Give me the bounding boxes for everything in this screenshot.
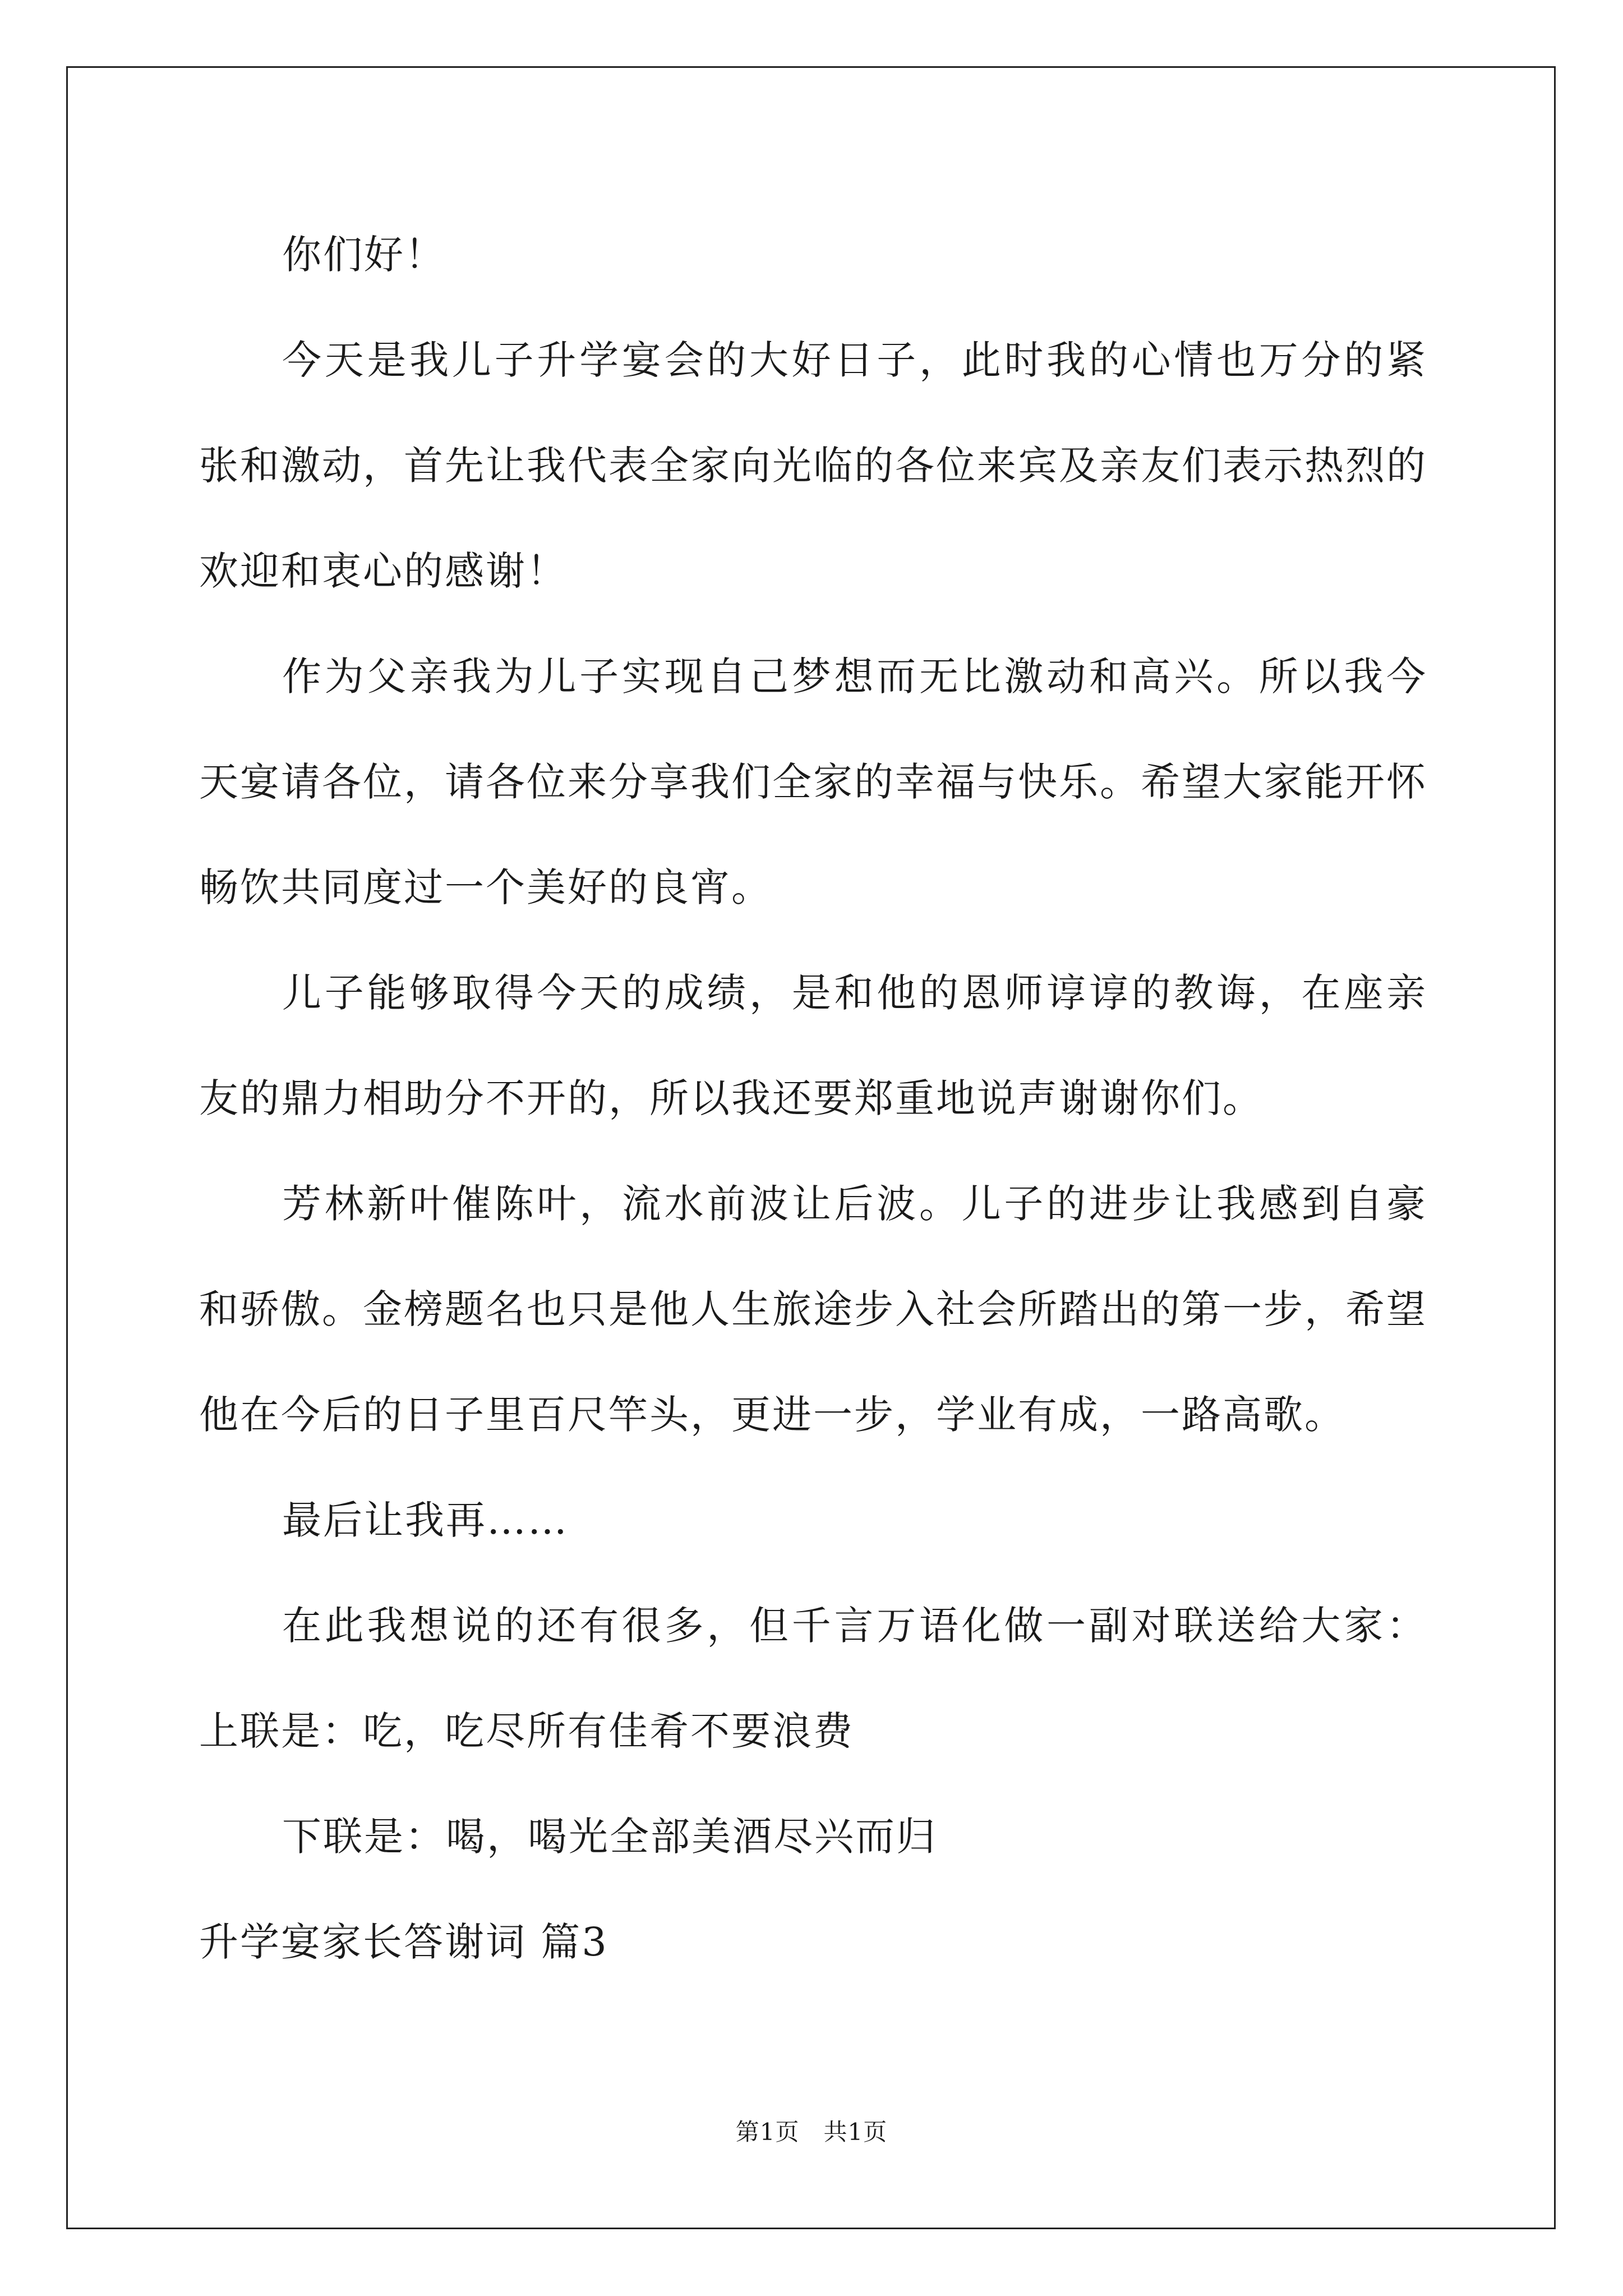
page-footer: 第1页 共1页 [735, 2118, 888, 2146]
paragraph-couplet-lower: 下联是：喝，喝光全部美酒尽兴而归 [282, 1814, 937, 1860]
paragraph-thanks: 儿子能够取得今天的成绩，是和他的恩师谆谆的教诲，在座亲友的鼎力相助分不开的，所以我还要郑重地说声谢谢你们。 [199, 970, 1427, 1121]
paragraph-greeting: 你们好！ [282, 232, 446, 278]
paragraph-finally: 最后让我再…… [282, 1497, 569, 1543]
paragraph-welcome: 今天是我儿子升学宴会的大好日子，此时我的心情也万分的紧张和激动，首先让我代表全家向光临的各位来宾及亲友们表示热烈的欢迎和衷心的感谢！ [199, 337, 1427, 594]
document-body [199, 202, 1427, 1995]
paragraph-couplet-upper: 在此我想说的还有很多，但千言万语化做一副对联送给大家：上联是：吃，吃尽所有佳肴不要浪费 [199, 1603, 1427, 1754]
section-heading: 升学宴家长答谢词 篇3 [199, 1919, 608, 1965]
paragraph-progress: 芳林新叶催陈叶，流水前波让后波。儿子的进步让我感到自豪和骄傲。金榜题名也只是他人生旅途步入社会所踏出的第一步，希望他在今后的日子里百尺竿头，更进一步，学业有成，一路高歌。 [199, 1181, 1427, 1438]
paragraph-father: 作为父亲我为儿子实现自己梦想而无比激动和高兴。所以我今天宴请各位，请各位来分享我们全家的幸福与快乐。希望大家能开怀畅饮共同度过一个美好的良宵。 [199, 654, 1427, 910]
